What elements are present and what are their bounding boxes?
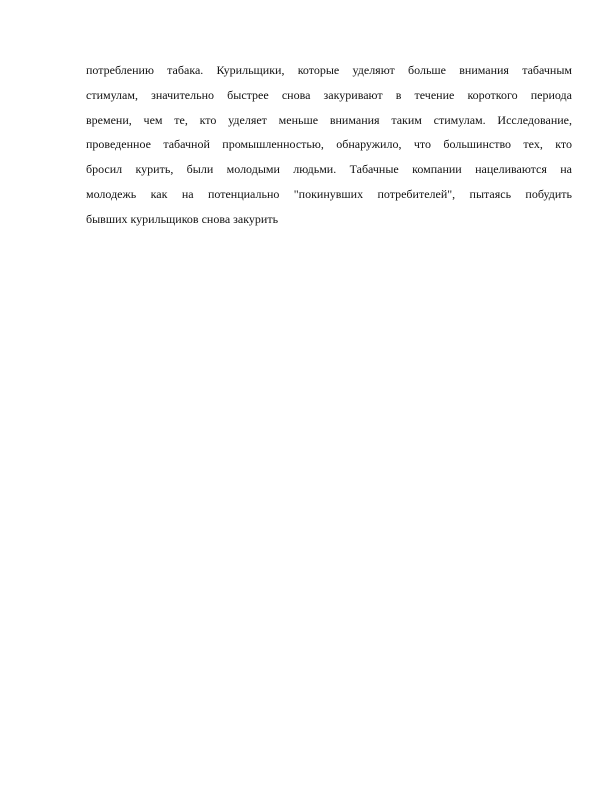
- paragraph-line-2: стимулам, значительно быстрее снова закуривают в течение короткого периода: [86, 87, 572, 102]
- paragraph-line-7: бывших курильщиков снова закурить: [86, 211, 279, 226]
- paragraph-line-6: молодежь как на потенциально "покинувших потребителей", пытаясь побудить: [86, 186, 572, 201]
- paragraph-line-1: потреблению табака. Курильщики, которые уделяют больше внимания табачным: [86, 63, 572, 77]
- paragraph-line-5: бросил курить, были молодыми людьми. Табачные компании нацеливаются на: [86, 162, 572, 177]
- body-paragraph: [86, 58, 572, 232]
- paragraph-line-3: времени, чем те, кто уделяет меньше внимания таким стимулам. Исследование,: [86, 112, 572, 127]
- paragraph-line-4: проведенное табачной промышленностью, обнаружило, что большинство тех, кто: [86, 137, 572, 152]
